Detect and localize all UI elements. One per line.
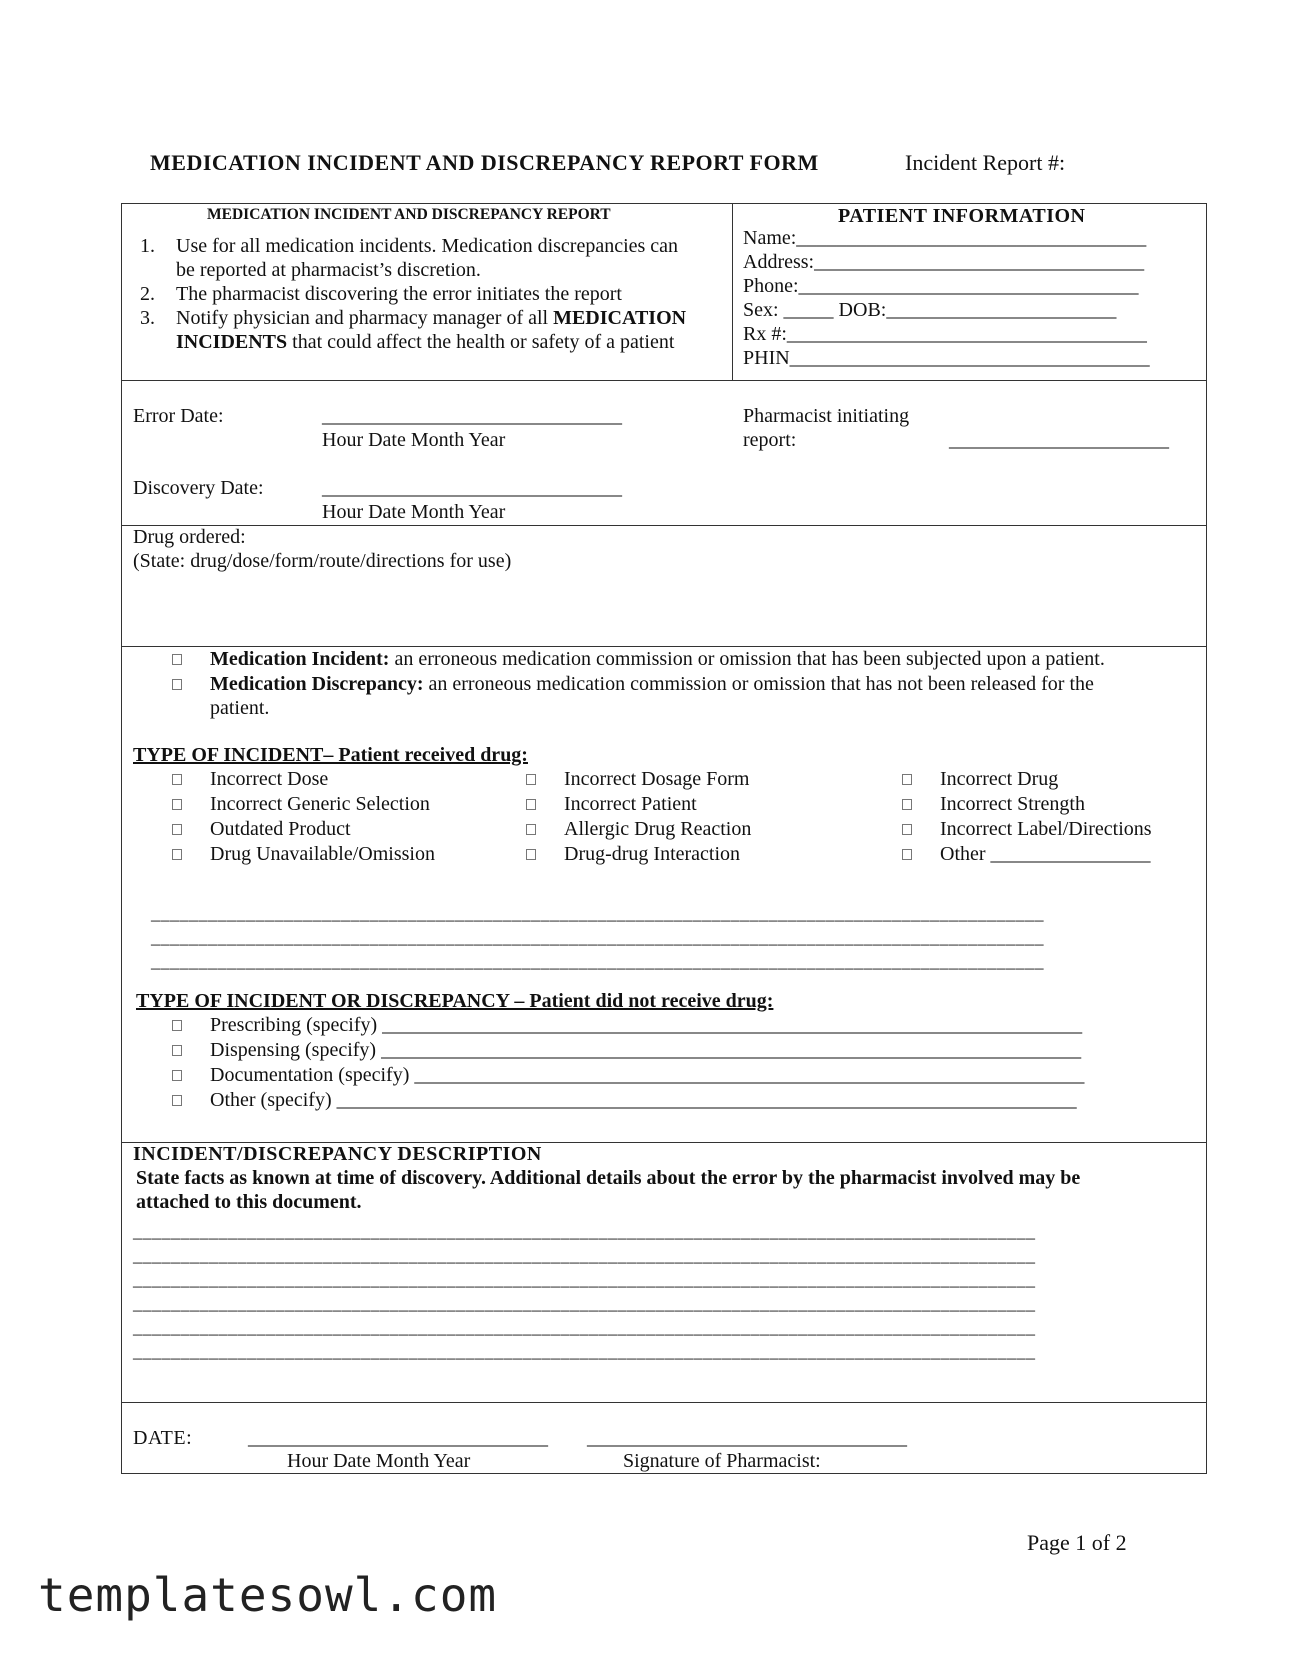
- instruction-text: Use for all medication incidents. Medication discrepancies can: [176, 235, 679, 257]
- page-number: Page 1 of 2: [1027, 1530, 1127, 1555]
- option-description: an erroneous medication commission or omission that has been subjected upon a patient.: [389, 648, 1105, 670]
- option-description: patient.: [210, 697, 270, 719]
- checkbox[interactable]: [172, 799, 182, 810]
- pharmacist-initiating-label: Pharmacist initiating: [743, 405, 910, 427]
- specify-label: Prescribing (specify) ______________________________________________________________________: [210, 1014, 1083, 1036]
- type-notes-line[interactable]: ______________________________________________________________________________________________: [151, 951, 1044, 971]
- description-line[interactable]: _______________________________________________________________________________________________: [133, 1293, 1036, 1313]
- type-label: Allergic Drug Reaction: [564, 818, 752, 840]
- drug-ordered-hint: (State: drug/dose/form/route/directions for use): [133, 550, 512, 572]
- signature-field[interactable]: ________________________________: [587, 1427, 907, 1449]
- error-date-field[interactable]: ______________________________: [322, 405, 622, 427]
- checkbox[interactable]: [172, 1095, 182, 1106]
- divider: [122, 1402, 1206, 1403]
- option-title: Medication Incident:: [210, 648, 390, 670]
- form-title: MEDICATION INCIDENT AND DISCREPANCY REPORT FORM: [150, 150, 819, 175]
- discovery-date-sublabel: Hour Date Month Year: [322, 501, 506, 523]
- checkbox[interactable]: [172, 774, 182, 785]
- type-label: Incorrect Patient: [564, 793, 697, 815]
- type-not-received-heading: TYPE OF INCIDENT OR DISCREPANCY – Patient did not receive drug:: [136, 990, 774, 1012]
- error-date-sublabel: Hour Date Month Year: [322, 429, 506, 451]
- checkbox[interactable]: [172, 824, 182, 835]
- divider: [122, 380, 1206, 381]
- sign-date-sublabel: Hour Date Month Year: [287, 1450, 471, 1472]
- instruction-emphasis: INCIDENTS: [176, 331, 288, 353]
- instruction-number: 1.: [140, 235, 155, 257]
- checkbox[interactable]: [172, 654, 182, 665]
- divider: [122, 525, 1206, 526]
- type-label: Incorrect Dosage Form: [564, 768, 750, 790]
- instruction-number: 2.: [140, 283, 155, 305]
- instruction-number: 3.: [140, 307, 155, 329]
- patient-phin-field[interactable]: PHIN____________________________________: [743, 347, 1150, 369]
- description-line[interactable]: _______________________________________________________________________________________________: [133, 1221, 1036, 1241]
- patient-rx-field[interactable]: Rx #:____________________________________: [743, 323, 1147, 345]
- type-label: Outdated Product: [210, 818, 351, 840]
- incident-report-number-label: Incident Report #:: [905, 150, 1066, 175]
- patient-phone-field[interactable]: Phone:__________________________________: [743, 275, 1139, 297]
- specify-label: Documentation (specify) ___________________________________________________________________: [210, 1064, 1085, 1086]
- error-date-label: Error Date:: [133, 405, 224, 427]
- description-heading: INCIDENT/DISCREPANCY DESCRIPTION: [133, 1143, 542, 1165]
- description-line[interactable]: _______________________________________________________________________________________________: [133, 1317, 1036, 1337]
- checkbox[interactable]: [902, 799, 912, 810]
- checkbox[interactable]: [526, 799, 536, 810]
- type-label: Incorrect Dose: [210, 768, 329, 790]
- patient-name-field[interactable]: Name:___________________________________: [743, 227, 1147, 249]
- instruction-text: be reported at pharmacist’s discretion.: [176, 259, 481, 281]
- description-line[interactable]: _______________________________________________________________________________________________: [133, 1245, 1036, 1265]
- type-label: Incorrect Strength: [940, 793, 1085, 815]
- patient-info-heading: PATIENT INFORMATION: [838, 205, 1086, 227]
- checkbox[interactable]: [172, 849, 182, 860]
- type-notes-line[interactable]: ______________________________________________________________________________________________: [151, 903, 1044, 923]
- instruction-text: [176, 330, 674, 354]
- option-title: Medication Discrepancy:: [210, 673, 424, 695]
- instruction-text-part: that could affect the health or safety of a patient: [287, 331, 675, 353]
- instruction-text-part: Notify physician and pharmacy manager of all: [176, 307, 554, 329]
- drug-ordered-label: Drug ordered:: [133, 526, 246, 548]
- type-label: Incorrect Generic Selection: [210, 793, 430, 815]
- type-notes-line[interactable]: ______________________________________________________________________________________________: [151, 927, 1044, 947]
- pharmacist-initiating-label: report:: [743, 429, 797, 451]
- checkbox[interactable]: [526, 774, 536, 785]
- specify-label: Other (specify) __________________________________________________________________________: [210, 1089, 1077, 1111]
- option-description: an erroneous medication commission or omission that has not been released for the: [423, 673, 1094, 695]
- instructions-heading: MEDICATION INCIDENT AND DISCREPANCY REPORT: [207, 206, 611, 223]
- specify-label: Dispensing (specify) ______________________________________________________________________: [210, 1039, 1082, 1061]
- checkbox[interactable]: [172, 1070, 182, 1081]
- discovery-date-field[interactable]: ______________________________: [322, 477, 622, 499]
- checkbox[interactable]: [172, 1020, 182, 1031]
- instruction-emphasis: MEDICATION: [553, 307, 687, 329]
- checkbox[interactable]: [902, 774, 912, 785]
- instruction-text: The pharmacist discovering the error initiates the report: [176, 283, 622, 305]
- sign-date-label: DATE:: [133, 1427, 193, 1449]
- checkbox[interactable]: [526, 849, 536, 860]
- type-label: Incorrect Label/Directions: [940, 818, 1152, 840]
- type-label: Incorrect Drug: [940, 768, 1059, 790]
- checkbox[interactable]: [902, 824, 912, 835]
- pharmacist-initiating-field[interactable]: ______________________: [949, 429, 1169, 451]
- type-received-heading: TYPE OF INCIDENT– Patient received drug:: [133, 744, 528, 766]
- description-line[interactable]: _______________________________________________________________________________________________: [133, 1341, 1036, 1361]
- description-line[interactable]: _______________________________________________________________________________________________: [133, 1269, 1036, 1289]
- divider: [732, 204, 733, 380]
- patient-address-field[interactable]: Address:_________________________________: [743, 251, 1145, 273]
- signature-label: Signature of Pharmacist:: [623, 1450, 821, 1472]
- checkbox[interactable]: [172, 1045, 182, 1056]
- report-frame: [121, 203, 1207, 1474]
- description-instructions: attached to this document.: [136, 1191, 362, 1213]
- watermark: templatesowl.com: [38, 1568, 498, 1622]
- checkbox[interactable]: [902, 849, 912, 860]
- sign-date-field[interactable]: ______________________________: [248, 1427, 548, 1449]
- type-label: Drug Unavailable/Omission: [210, 843, 435, 865]
- type-label: Drug-drug Interaction: [564, 843, 741, 865]
- description-instructions: State facts as known at time of discovery. Additional details about the error by the pharmacist involved may be: [136, 1167, 1081, 1189]
- checkbox[interactable]: [172, 679, 182, 690]
- instruction-text: [176, 306, 686, 330]
- checkbox[interactable]: [526, 824, 536, 835]
- discovery-date-label: Discovery Date:: [133, 477, 264, 499]
- patient-sex-dob-field[interactable]: Sex: _____ DOB:_______________________: [743, 299, 1117, 321]
- type-label: Other ________________: [940, 843, 1151, 865]
